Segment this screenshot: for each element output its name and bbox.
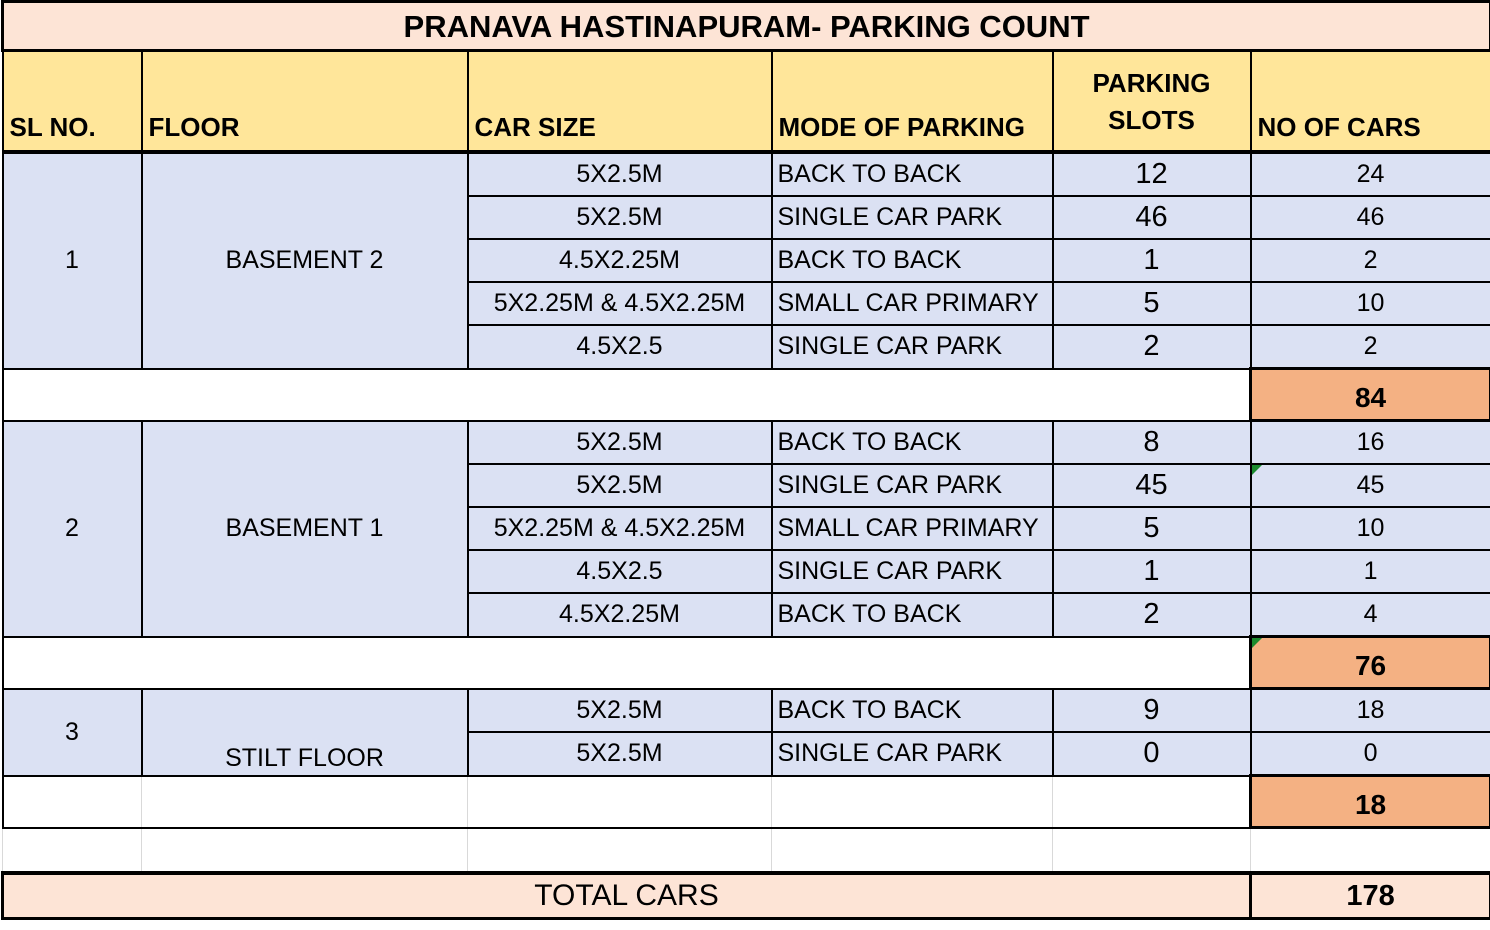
header-slots-line2: SLOTS [1108, 105, 1195, 136]
subtotal-cell: 76 [1251, 637, 1490, 689]
header-car-size: CAR SIZE [468, 51, 772, 153]
blank-row [3, 828, 1490, 874]
sl-no-cell: 3 [3, 689, 142, 776]
cars-cell: 0 [1251, 732, 1490, 776]
total-label: TOTAL CARS [3, 873, 1251, 919]
subtotal-cell: 84 [1251, 369, 1490, 421]
car-size-cell: 5X2.5M [468, 689, 772, 733]
subtotal-row [3, 637, 1490, 689]
car-size-cell: 4.5X2.5 [468, 325, 772, 369]
slots-cell: 9 [1053, 689, 1251, 733]
cars-cell: 18 [1251, 689, 1490, 733]
empty-cell [1053, 776, 1251, 828]
floor-cell: BASEMENT 2 [142, 152, 468, 369]
car-size-cell: 5X2.5M [468, 421, 772, 465]
slots-cell: 45 [1053, 464, 1251, 507]
mode-cell: BACK TO BACK [772, 593, 1053, 637]
empty-cell [1251, 828, 1490, 874]
header-no-of-cars: NO OF CARS [1251, 51, 1490, 153]
car-size-cell: 5X2.5M [468, 196, 772, 239]
mode-cell: SINGLE CAR PARK [772, 464, 1053, 507]
car-size-cell: 4.5X2.25M [468, 239, 772, 282]
header-sl-no: SL NO. [3, 51, 142, 153]
table-row [3, 152, 1490, 196]
mode-cell: BACK TO BACK [772, 239, 1053, 282]
mode-cell: BACK TO BACK [772, 689, 1053, 733]
empty-cell [3, 776, 142, 828]
car-size-cell: 5X2.5M [468, 464, 772, 507]
cars-cell: 16 [1251, 421, 1490, 465]
header-mode: MODE OF PARKING [772, 51, 1053, 153]
table-row [3, 421, 1490, 465]
slots-cell: 1 [1053, 239, 1251, 282]
slots-cell: 12 [1053, 152, 1251, 196]
floor-cell: STILT FLOOR [142, 689, 468, 776]
cars-cell: 1 [1251, 550, 1490, 593]
empty-cell [772, 828, 1053, 874]
subtotal-row [3, 776, 1490, 828]
slots-cell: 2 [1053, 593, 1251, 637]
slots-cell: 5 [1053, 507, 1251, 550]
empty-cell [3, 828, 142, 874]
mode-cell: SINGLE CAR PARK [772, 732, 1053, 776]
slots-cell: 2 [1053, 325, 1251, 369]
mode-cell: SINGLE CAR PARK [772, 196, 1053, 239]
header-floor: FLOOR [142, 51, 468, 153]
sl-no-cell: 2 [3, 421, 142, 637]
car-size-cell: 5X2.5M [468, 732, 772, 776]
slots-cell: 5 [1053, 282, 1251, 325]
cars-cell: 4 [1251, 593, 1490, 637]
cars-cell: 24 [1251, 152, 1490, 196]
cars-cell: 2 [1251, 325, 1490, 369]
mode-cell: BACK TO BACK [772, 421, 1053, 465]
sheet-title: PRANAVA HASTINAPURAM- PARKING COUNT [3, 2, 1490, 51]
slots-cell: 1 [1053, 550, 1251, 593]
empty-cell [468, 828, 772, 874]
cars-cell: 46 [1251, 196, 1490, 239]
subtotal-cell: 18 [1251, 776, 1490, 828]
cars-cell: 10 [1251, 507, 1490, 550]
car-size-cell: 5X2.5M [468, 152, 772, 196]
total-value: 178 [1251, 873, 1490, 919]
empty-cell [1053, 828, 1251, 874]
total-row [3, 873, 1490, 919]
empty-cell [468, 776, 772, 828]
header-row [3, 51, 1490, 153]
sl-no-cell: 1 [3, 152, 142, 369]
parking-count-table [1, 0, 1490, 920]
mode-cell: SMALL CAR PRIMARY [772, 282, 1053, 325]
empty-cell [142, 776, 468, 828]
mode-cell: SMALL CAR PRIMARY [772, 507, 1053, 550]
cars-cell: 2 [1251, 239, 1490, 282]
slots-cell: 8 [1053, 421, 1251, 465]
car-size-cell: 4.5X2.5 [468, 550, 772, 593]
header-parking-slots [1053, 51, 1251, 153]
subtotal-row [3, 369, 1490, 421]
header-slots-line1: PARKING [1092, 67, 1211, 98]
cars-cell: 10 [1251, 282, 1490, 325]
slots-cell: 0 [1053, 732, 1251, 776]
subtotal-spacer [3, 369, 1251, 421]
empty-cell [142, 828, 468, 874]
floor-cell: BASEMENT 1 [142, 421, 468, 637]
mode-cell: SINGLE CAR PARK [772, 325, 1053, 369]
cars-cell: 45 [1251, 464, 1490, 507]
car-size-cell: 4.5X2.25M [468, 593, 772, 637]
car-size-cell: 5X2.25M & 4.5X2.25M [468, 507, 772, 550]
subtotal-spacer [3, 637, 1251, 689]
car-size-cell: 5X2.25M & 4.5X2.25M [468, 282, 772, 325]
empty-cell [772, 776, 1053, 828]
slots-cell: 46 [1053, 196, 1251, 239]
mode-cell: SINGLE CAR PARK [772, 550, 1053, 593]
table-row [3, 689, 1490, 733]
mode-cell: BACK TO BACK [772, 152, 1053, 196]
